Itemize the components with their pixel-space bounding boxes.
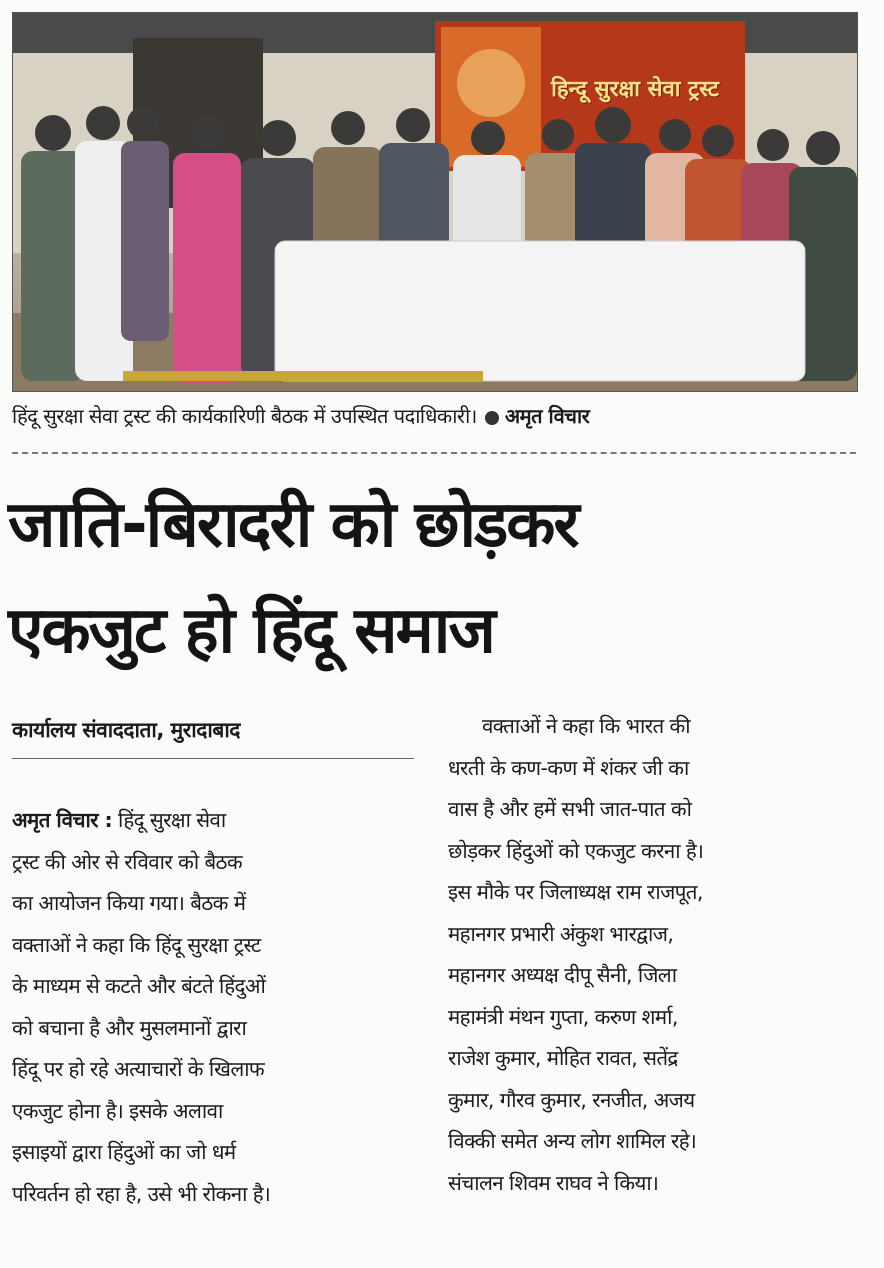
article-line: हिंदू पर हो रहे अत्याचारों के खिलाफ (12, 1057, 265, 1081)
article-line: महानगर अध्यक्ष दीपू सैनी, जिला (448, 963, 677, 987)
article-line: के माध्यम से कटते और बंटते हिंदुओं (12, 974, 266, 998)
article-line: धरती के कण-कण में शंकर जी का (448, 755, 689, 780)
dashed-divider (12, 452, 856, 454)
article-column-left (12, 800, 422, 1215)
article-line: को बचाना है और मुसलमानों द्वारा (12, 1015, 247, 1040)
bullet-icon (485, 411, 499, 425)
article-line: राजेश कुमार, मोहित रावत, सतेंद्र (448, 1046, 678, 1070)
article-line: ट्रस्ट की ओर से रविवार को बैठक (12, 849, 243, 874)
article-line: एकजुट होना है। इसके अलावा (12, 1098, 223, 1123)
article-line: इसाइयों द्वारा हिंदुओं का जो धर्म (12, 1140, 236, 1164)
photo-caption (12, 402, 860, 429)
news-photo (12, 12, 858, 392)
article-line: महानगर प्रभारी अंकुश भारद्वाज, (448, 921, 674, 946)
headline-line-1: जाति-बिरादरी को छोड़कर (8, 488, 578, 562)
headline-line-2: एकजुट हो हिंदू समाज (8, 594, 494, 668)
article-line: अमृत विचार : हिंदू सुरक्षा सेवा (12, 808, 226, 832)
banner-title: हिन्दू सुरक्षा सेवा ट्रस्ट (551, 77, 719, 102)
article-line: का आयोजन किया गया। बैठक में (12, 891, 246, 915)
article-line: कुमार, गौरव कुमार, रनजीत, अजय (448, 1087, 695, 1112)
byline: कार्यालय संवाददाता, मुरादाबाद (12, 718, 240, 742)
article-line: महामंत्री मंथन गुप्ता, करुण शर्मा, (448, 1004, 678, 1029)
caption-source: अमृत विचार (504, 404, 590, 428)
article-line: विक्की समेत अन्य लोग शामिल रहे। (448, 1129, 697, 1153)
byline-rule (12, 758, 414, 759)
article-line: इस मौके पर जिलाध्यक्ष राम राजपूत, (448, 880, 703, 904)
article-line: वक्ताओं ने कहा कि भारत की (482, 714, 690, 738)
dateline: अमृत विचार : (12, 808, 113, 832)
article-column-right (448, 706, 863, 1204)
article-line: छोड़कर हिंदुओं को एकजुट करना है। (448, 838, 704, 863)
caption-text: हिंदू सुरक्षा सेवा ट्रस्ट की कार्यकारिणी बैठक में उपस्थित पदाधिकारी। (12, 404, 477, 428)
article-line: परिवर्तन हो रहा है, उसे भी रोकना है। (12, 1181, 271, 1206)
group-photo-illustration (13, 13, 857, 391)
article-line: संचालन शिवम राघव ने किया। (448, 1170, 659, 1195)
white-table (275, 241, 805, 381)
article-line: वास है और हमें सभी जात-पात को (448, 797, 692, 821)
article-line: वक्ताओं ने कहा कि हिंदू सुरक्षा ट्रस्ट (12, 932, 261, 957)
